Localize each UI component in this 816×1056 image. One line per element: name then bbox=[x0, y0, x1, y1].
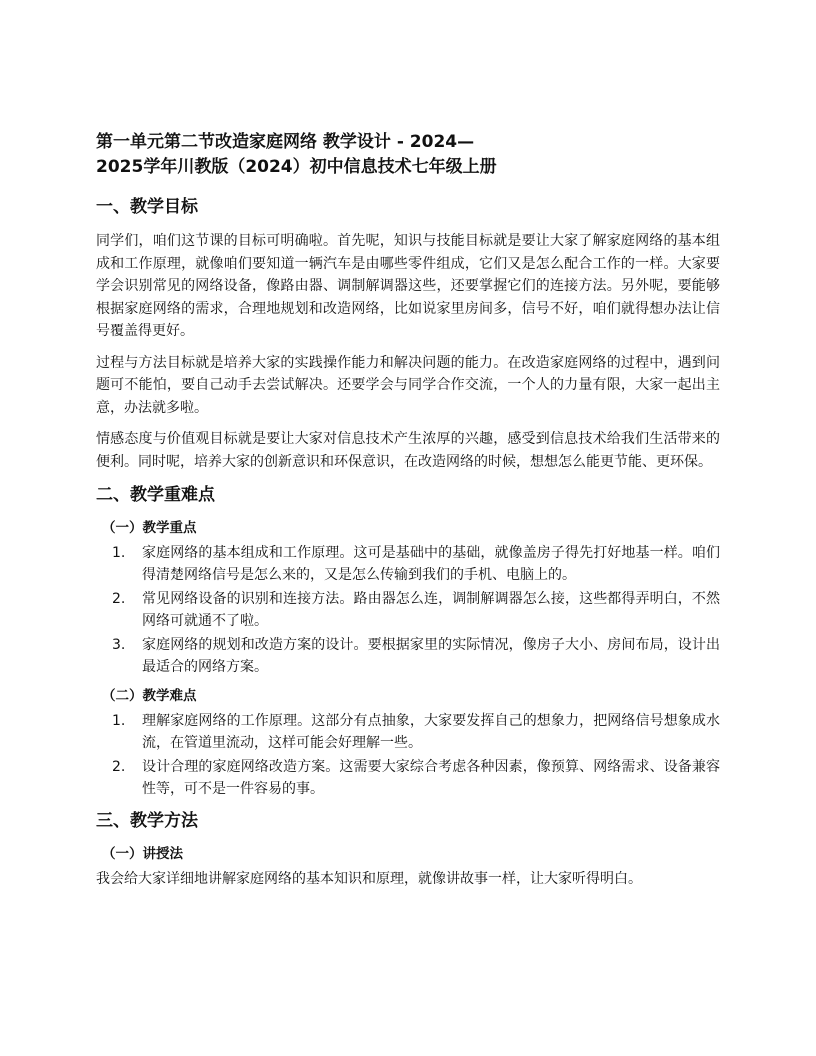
list-item-number: 1. bbox=[112, 545, 126, 561]
document-title-line-1: 第一单元第二节改造家庭网络 教学设计 - 2024— bbox=[96, 132, 475, 152]
subheading-teaching-focus: （一）教学重点 bbox=[102, 520, 197, 536]
objectives-paragraph-1: 同学们，咱们这节课的目标可明确啦。首先呢，知识与技能目标就是要让大家了解家庭网络的基本组成和工作原理，就像咱们要知道一辆汽车是由哪些零件组成，它们又是怎么配合工作的一样。大家要学会识别常见的网络设备，像路由器、调制解调器这些，还要掌握它们的连接方法。另外呢，要能够根据家庭网络的需求，合理地规划和改造网络，比如说家里房间多，信号不好，咱们就得想办法让信号覆盖得更好。 bbox=[96, 233, 720, 339]
list-item bbox=[96, 588, 720, 632]
list-item-text: 家庭网络的规划和改造方案的设计。要根据家里的实际情况，像房子大小、房间布局，设计出最适合的网络方案。 bbox=[142, 637, 720, 675]
list-item bbox=[96, 710, 720, 754]
section-heading-objectives: 一、教学目标 bbox=[96, 197, 198, 217]
subheading-lecture-method: （一）讲授法 bbox=[102, 846, 183, 862]
list-item-number: 2. bbox=[112, 591, 126, 607]
lecture-method-paragraph: 我会给大家详细地讲解家庭网络的基本知识和原理，就像讲故事一样，让大家听得明白。 bbox=[96, 871, 642, 887]
list-item-text: 家庭网络的基本组成和工作原理。这可是基础中的基础，就像盖房子得先打好地基一样。咱们得清楚网络信号是怎么来的，又是怎么传输到我们的手机、电脑上的。 bbox=[142, 545, 720, 583]
teaching-difficulties-list bbox=[96, 710, 720, 800]
section-heading-key-points: 二、教学重难点 bbox=[96, 485, 215, 505]
subheading-teaching-difficulties: （二）教学难点 bbox=[102, 688, 197, 704]
document-content bbox=[96, 130, 720, 900]
list-item-text: 理解家庭网络的工作原理。这部分有点抽象，大家要发挥自己的想象力，把网络信号想象成水流，在管道里流动，这样可能会好理解一些。 bbox=[142, 713, 720, 751]
list-item-text: 设计合理的家庭网络改造方案。这需要大家综合考虑各种因素，像预算、网络需求、设备兼容性等，可不是一件容易的事。 bbox=[142, 759, 720, 797]
list-item-number: 2. bbox=[112, 759, 126, 775]
list-item bbox=[96, 542, 720, 586]
document-title-line-2: 2025学年川教版（2024）初中信息技术七年级上册 bbox=[96, 157, 497, 177]
list-item-text: 常见网络设备的识别和连接方法。路由器怎么连，调制解调器怎么接，这些都得弄明白，不然网络可就通不了啦。 bbox=[142, 591, 720, 629]
list-item-number: 3. bbox=[112, 637, 126, 653]
list-item bbox=[96, 756, 720, 800]
document-title bbox=[96, 130, 720, 180]
objectives-paragraph-3: 情感态度与价值观目标就是要让大家对信息技术产生浓厚的兴趣，感受到信息技术给我们生活带来的便利。同时呢，培养大家的创新意识和环保意识，在改造网络的时候，想想怎么能更节能、更环保。 bbox=[96, 431, 720, 470]
section-heading-methods: 三、教学方法 bbox=[96, 811, 198, 831]
objectives-paragraph-2: 过程与方法目标就是培养大家的实践操作能力和解决问题的能力。在改造家庭网络的过程中，遇到问题可不能怕，要自己动手去尝试解决。还要学会与同学合作交流，一个人的力量有限，大家一起出主意，办法就多啦。 bbox=[96, 354, 720, 416]
list-item-number: 1. bbox=[112, 713, 126, 729]
list-item bbox=[96, 634, 720, 678]
teaching-focus-list bbox=[96, 542, 720, 678]
